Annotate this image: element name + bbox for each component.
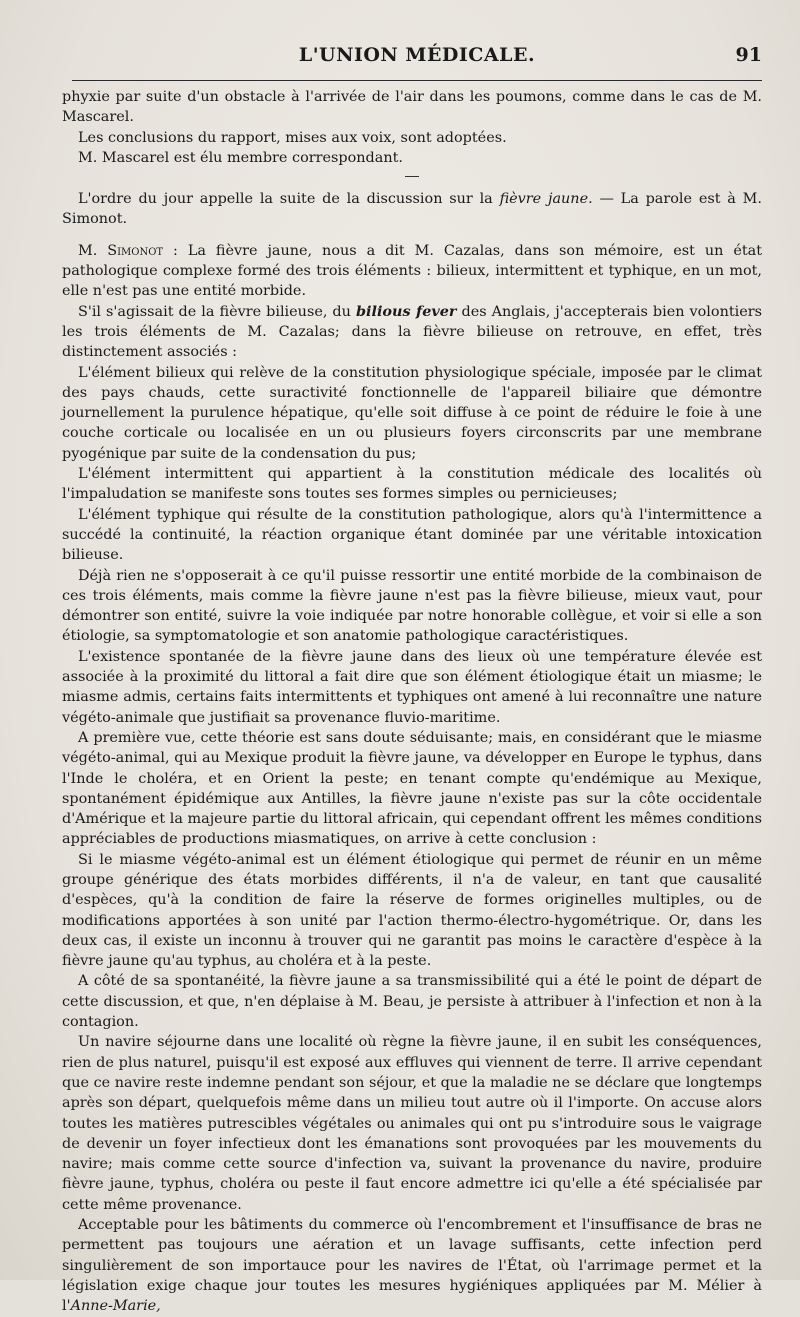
paragraph: Acceptable pour les bâtiments du commerce où l'encombrement et l'insuffisance de bras ne permettent pas toujours une aération et un lavage suffisants, cette infection perd singulièrement de son importauce pour les navires de l'État, où l'arrimage permet et la législation exige chaque jour toutes les mesures hygiéniques appliquées par M. Mélier à l'Anne-Marie,	[62, 1217, 762, 1315]
paragraph: M. Simonot : La fièvre jaune, nous a dit M. Cazalas, dans son mémoire, est un état pathologique complexe formé des trois éléments : bilieux, intermittent et typhique, en un mot, elle n'est pas une entité morbide.	[62, 242, 762, 300]
article-body	[62, 81, 762, 1317]
running-title: L'UNION MÉDICALE.	[298, 44, 536, 66]
page-header	[72, 0, 762, 81]
paragraph: S'il s'agissait de la fièvre bilieuse, du bilious fever des Anglais, j'accepterais bien volontiers les trois éléments de M. Cazalas; dans la fièvre bilieuse on retrouve, en effet, très distinctement associés :	[62, 302, 763, 361]
paragraph: phyxie par suite d'un obstacle à l'arrivée de l'air dans les poumons, comme dans le cas de M. Mascarel.	[62, 89, 762, 126]
emphasis: bilious fever	[355, 302, 457, 320]
paragraph: A première vue, cette théorie est sans doute séduisante; mais, en considérant que le miasme végéto-animal, qui au Mexique produit la fièvre jaune, va développer en Europe le typhus, dans l'Inde le choléra, et en Orient la peste; en tenant compte qu'endémique au Mexique, spontanément épidémique aux Antilles, la fièvre jaune n'existe pas sur la côte occidentale d'Amérique et la majeure partie du littoral africain, qui cependant offrent les mêmes conditions appréciables de productions miasmatiques, on arrive à cette conclusion :	[62, 729, 762, 848]
paragraph: L'élément intermittent qui appartient à la constitution médicale des localités où l'impaludation se manifeste sons toutes ses formes simples ou pernicieuses;	[62, 466, 762, 503]
emphasis: fièvre jaune.	[499, 191, 593, 208]
paragraph: A côté de sa spontanéité, la fièvre jaune a sa transmissibilité qui a été le point de départ de cette discussion, et que, n'en déplaise à M. Beau, je persiste à attribuer à l'infection et non à la contagion.	[62, 973, 762, 1031]
paragraph: Les conclusions du rapport, mises aux voix, sont adoptées.	[78, 129, 507, 146]
paragraph: L'élément bilieux qui relève de la constitution physiologique spéciale, imposée par le climat des pays chauds, cette suractivité fonctionnelle de l'appareil biliaire que démontre journellement la purulence hépatique, qu'elle soit diffuse à ce point de réduire le foie à une couche corticale ou localisée en un ou plusieurs foyers circonscrits par une membrane pyogénique par suite de la condensation du pus;	[62, 364, 762, 462]
page-number: 91	[735, 44, 762, 66]
paragraph: Un navire séjourne dans une localité où règne la fièvre jaune, il en subit les conséquences, rien de plus naturel, puisqu'il est exposé aux effluves qui viennent de terre. Il arrive cependant que ce navire reste indemne pendant son séjour, et que la maladie ne se déclare que longtemps après son départ, quelquefois même dans un milieu tout autre où il l'importe. On accuse alors toutes les matières putrescibles végétales ou animales qui ont pu s'introduire sous le vaigrage de devenir un foyer infectieux dont les émanations sont provoquées par les mouvements du navire; mais comme cette source d'infection va, suivant la provenance du navire, produire fièvre jaune, typhus, choléra ou peste il faut encore admettre ici qu'elle a été spécialisée par cette même provenance.	[62, 1034, 762, 1213]
paragraph: L'ordre du jour appelle la suite de la discussion sur la fièvre jaune. — La parole est à M. Simonot.	[62, 191, 762, 228]
paragraph: Si le miasme végéto-animal est un élément étiologique qui permet de réunir en un même groupe générique des états morbides différents, il n'a de valeur, en tant que causalité d'espèces, qu'à la condition de faire la réserve de formes originelles multiples, ou de modifications apportées à son unité par l'action thermo-électro-hygométrique. Or, dans les deux cas, il existe un inconnu à trouver qui ne garantit pas moins le caractère d'espèce à la fièvre jaune qu'au typhus, au choléra et à la peste.	[62, 851, 762, 970]
paragraph: L'élément typhique qui résulte de la constitution pathologique, alors qu'à l'intermittence a succédé la continuité, la réaction organique étant dominée par une véritable intoxication bilieuse.	[62, 506, 762, 564]
paragraph: M. Mascarel est élu membre correspondant.	[78, 149, 403, 166]
emphasis: Anne-Marie,	[70, 1298, 161, 1315]
paragraph: L'existence spontanée de la fièvre jaune dans des lieux où une température élevée est associée à la proximité du littoral a fait dire que son élément étiologique était un miasme; le miasme admis, certains faits intermittents et typhiques ont amené à lui reconnaître une nature végéto-animale que justifiait sa provenance fluvio-maritime.	[62, 648, 762, 726]
speaker-name: M. Simonot	[78, 242, 164, 259]
section-separator	[405, 176, 419, 177]
paragraph: Déjà rien ne s'opposerait à ce qu'il puisse ressortir une entité morbide de la combinaison de ces trois éléments, mais comme la fièvre jaune n'est pas la fièvre bilieuse, mieux vaut, pour démontrer son entité, suivre la voie indiquée par notre honorable collègue, et voir si elle a son étiologie, sa symptomatologie et son anatomie pathologique caractéristiques.	[62, 567, 762, 645]
